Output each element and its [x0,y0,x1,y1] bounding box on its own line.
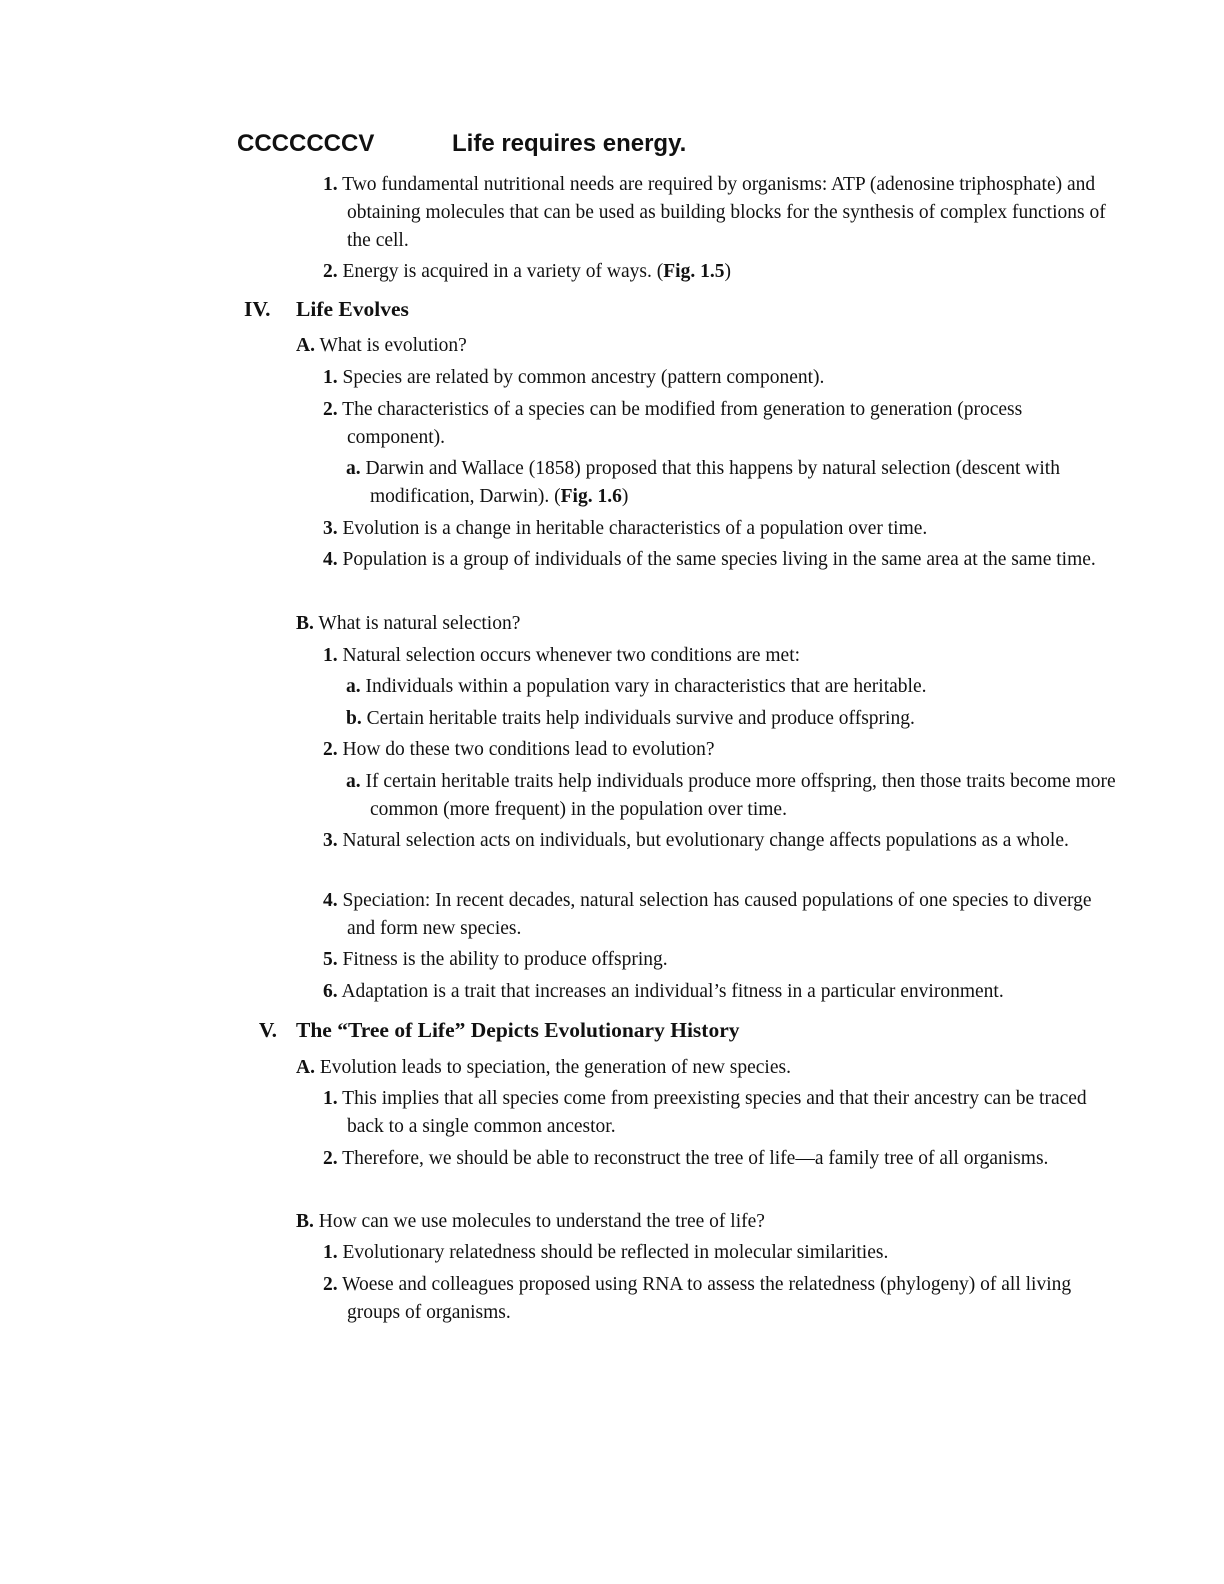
item-text: The characteristics of a species can be modified from generation to generation (process component). [342,399,1023,448]
item-text: Population is a group of individuals of the same species living in the same area at the same time. [342,549,1096,570]
item-text: Species are related by common ancestry (pattern component). [342,367,825,388]
item-text-end: ) [621,486,629,507]
list-item [323,515,1122,543]
subsection-text: Evolution leads to speciation, the generation of new species. [319,1057,791,1078]
item-number: 2. [323,1148,338,1169]
list-item [323,946,1122,974]
item-number: 1. [323,367,338,388]
subsection-letter: B. [296,613,314,634]
subsection-heading [296,610,1096,638]
list-item [323,171,1122,255]
list-item [346,455,1122,511]
item-text: Therefore, we should be able to reconstruct the tree of life—a family tree of all organisms. [342,1148,1049,1169]
subsection-text: What is natural selection? [318,613,521,634]
item-number: 1. [323,1088,338,1109]
list-item [323,546,1122,574]
section-title: Life Evolves [296,297,409,321]
item-number: 3. [323,830,338,851]
heading-tag: CCCCCCCV [237,130,375,157]
item-text: Darwin and Wallace (1858) proposed that this happens by natural selection (descent with modification, Darwin). ( [365,458,1060,507]
item-letter: a. [346,676,361,697]
roman-numeral: V. [258,1018,278,1042]
list-item [323,736,1122,764]
section-title: The “Tree of Life” Depicts Evolutionary History [296,1018,740,1042]
list-item [323,887,1122,943]
item-text: How do these two conditions lead to evolution? [342,739,715,760]
list-item [323,1085,1122,1141]
list-item [323,1145,1122,1173]
list-item [346,768,1122,824]
heading-title: Life requires energy. [452,130,687,157]
subsection-text: What is evolution? [319,335,467,356]
item-number: 2. [323,739,338,760]
item-text: Adaptation is a trait that increases an individual’s fitness in a particular environment. [341,981,1004,1002]
list-item [346,705,1122,733]
subsection-heading [296,1208,1096,1236]
item-text: Fitness is the ability to produce offspring. [342,949,668,970]
item-number: 2. [323,399,338,420]
subsection-heading [296,332,1096,360]
list-item [323,1271,1122,1327]
item-letter: a. [346,458,361,479]
item-number: 6. [323,981,338,1002]
list-item [323,827,1122,855]
roman-numeral: IV. [244,297,271,321]
item-text: If certain heritable traits help individuals produce more offspring, then those traits become more common (more frequent) in the population over time. [365,771,1116,820]
subsection-letter: A. [296,1057,315,1078]
list-item [323,978,1122,1006]
item-text: Certain heritable traits help individuals survive and produce offspring. [366,708,915,729]
list-item [323,258,1122,286]
section-heading-tree-of-life [244,1018,740,1043]
item-number: 4. [323,890,338,911]
item-text: Natural selection occurs whenever two conditions are met: [342,645,801,666]
item-text: Energy is acquired in a variety of ways. ( [342,261,664,282]
subsection-letter: A. [296,335,315,356]
list-item [323,364,1122,392]
item-number: 2. [323,1274,338,1295]
subsection-text: How can we use molecules to understand the tree of life? [318,1211,765,1232]
section-heading-life-evolves [244,297,409,322]
item-text: Natural selection acts on individuals, but evolutionary change affects populations as a whole. [342,830,1069,851]
subsection-heading [296,1054,1096,1082]
item-text: Two fundamental nutritional needs are required by organisms: ATP (adenosine triphosphate) and obtaining molecules that can be used as building blocks for the synthesis of complex functions of the cell. [342,174,1106,251]
item-text: This implies that all species come from preexisting species and that their ancestry can be traced back to a single common ancestor. [342,1088,1087,1137]
item-number: 2. [323,261,338,282]
item-text: Individuals within a population vary in characteristics that are heritable. [365,676,927,697]
subsection-letter: B. [296,1211,314,1232]
item-number: 1. [323,1242,338,1263]
figure-reference: Fig. 1.5 [663,261,725,282]
item-number: 1. [323,645,338,666]
item-number: 5. [323,949,338,970]
list-item [323,642,1122,670]
item-number: 4. [323,549,338,570]
list-item [323,1239,1122,1267]
item-number: 1. [323,174,338,195]
item-text: Woese and colleagues proposed using RNA to assess the relatedness (phylogeny) of all living groups of organisms. [342,1274,1072,1323]
item-text: Evolution is a change in heritable characteristics of a population over time. [342,518,928,539]
item-letter: a. [346,771,361,792]
item-text-end: ) [724,261,731,282]
item-number: 3. [323,518,338,539]
item-text: Speciation: In recent decades, natural selection has caused populations of one species to diverge and form new species. [342,890,1092,939]
figure-reference: Fig. 1.6 [560,486,622,507]
list-item [346,673,1122,701]
item-letter: b. [346,708,362,729]
item-text: Evolutionary relatedness should be reflected in molecular similarities. [342,1242,889,1263]
list-item [323,396,1122,452]
